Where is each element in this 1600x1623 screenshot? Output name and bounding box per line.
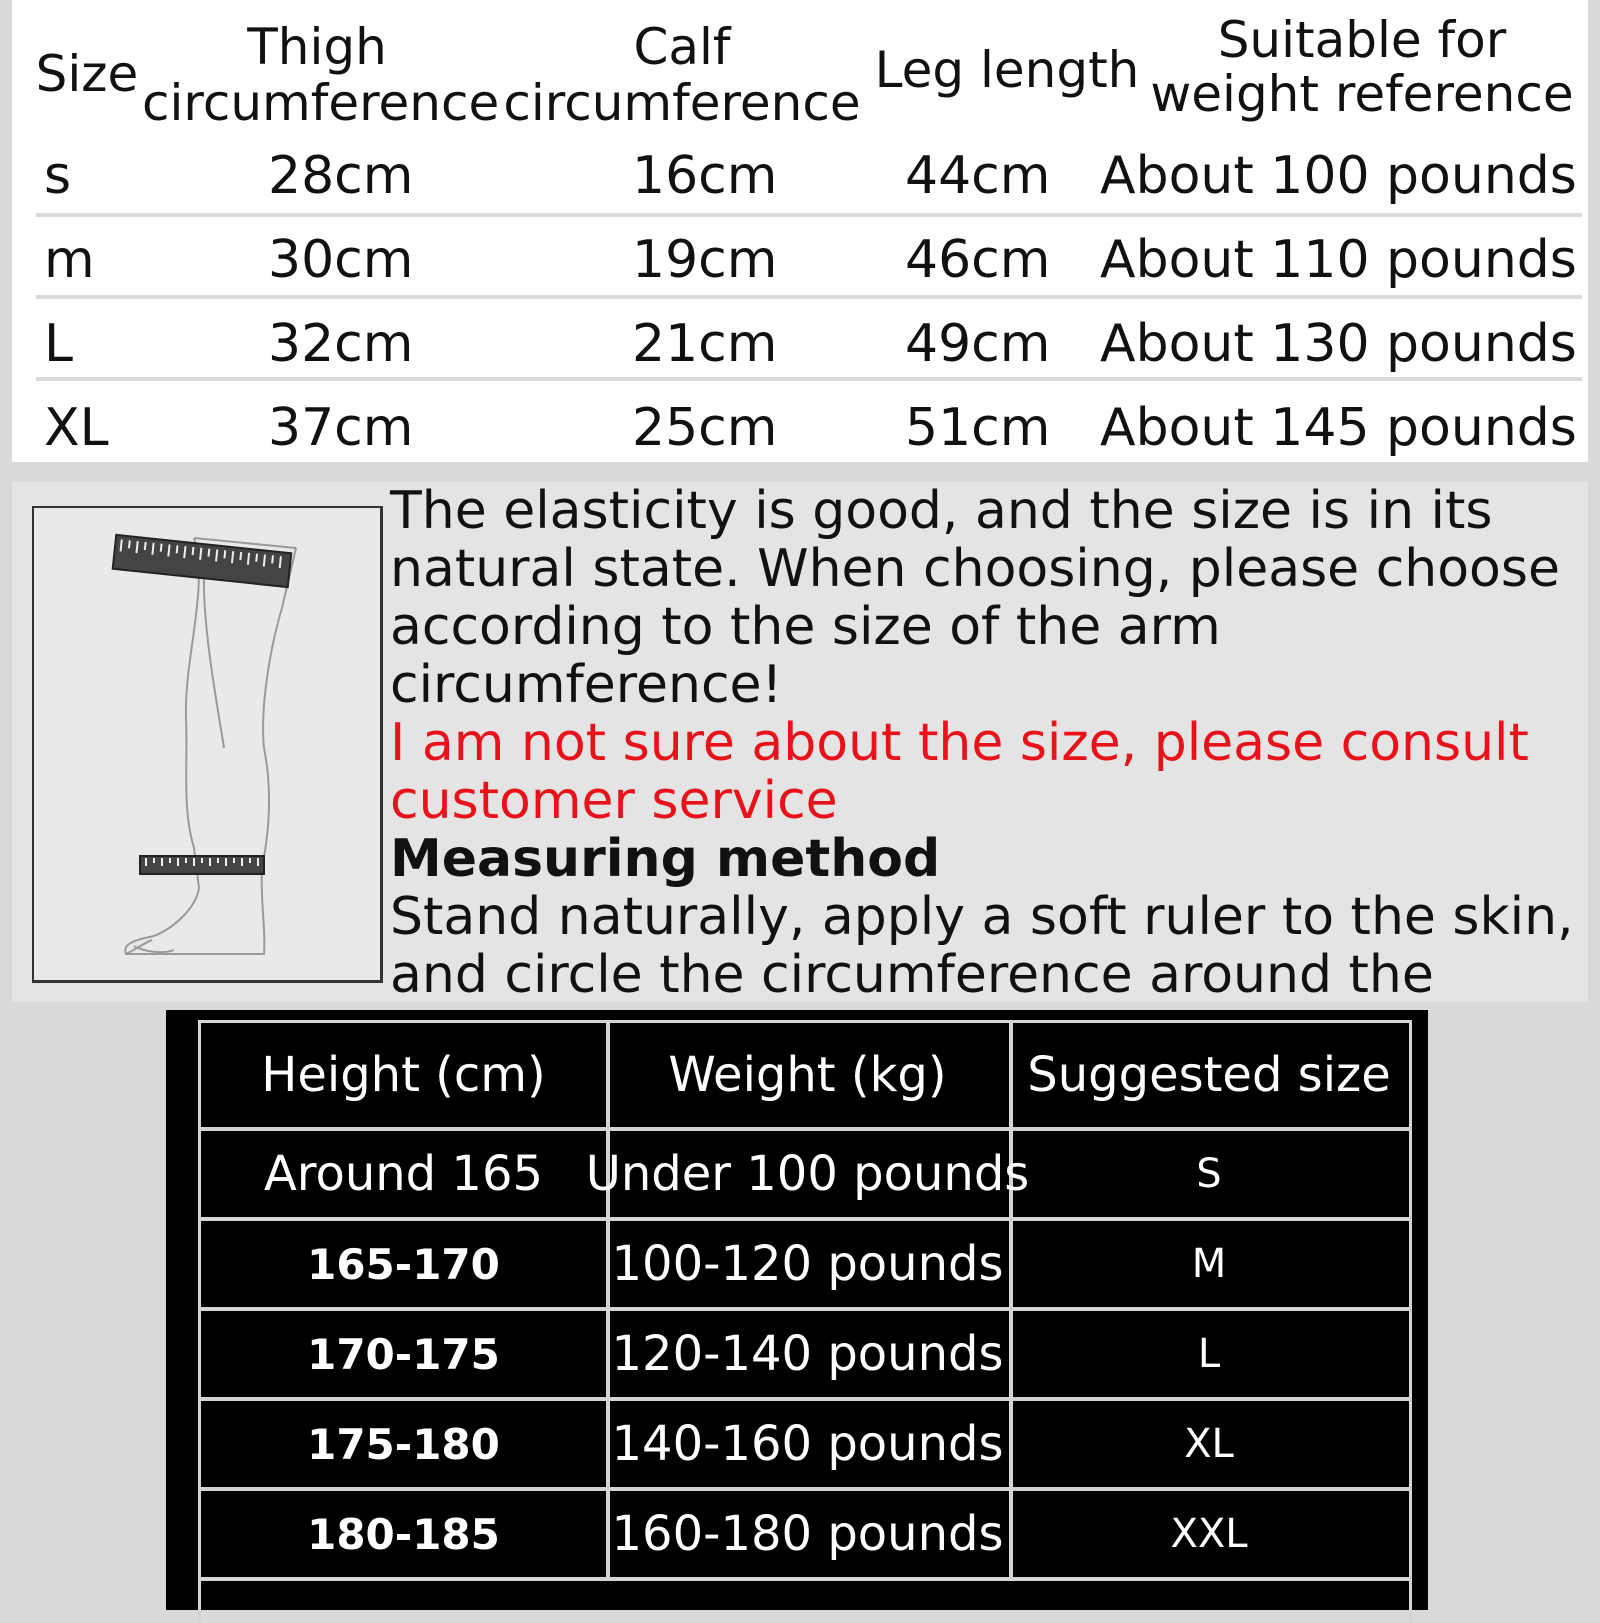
measuring-method-title: Measuring method (390, 829, 941, 889)
table-row (201, 1221, 1409, 1311)
cell-calf: 21cm (632, 314, 778, 374)
cell-suggested-size: XL (1184, 1421, 1234, 1467)
cell-suggested-size: S (1196, 1151, 1222, 1197)
cell-height: 175-180 (201, 1401, 610, 1487)
cell-calf: 16cm (632, 146, 778, 206)
size-warning: I am not sure about the size, please consult customer service (390, 713, 1529, 831)
cell-weight: About 145 pounds (1100, 398, 1577, 458)
cell-size: s (44, 146, 72, 206)
table-row (12, 140, 1588, 220)
cell-weight: 140-160 pounds (606, 1401, 1013, 1487)
cell-leg: 46cm (905, 230, 1051, 290)
header-thigh-line-1: Thigh (247, 18, 387, 76)
cell-suggested-size: M (1191, 1241, 1227, 1287)
cell-thigh: 37cm (268, 398, 414, 458)
header-thigh-line-2: circumference (142, 74, 500, 132)
measuring-method-text: Stand naturally, apply a soft ruler to the skin, and circle the circumference around the (390, 887, 1574, 1005)
cell-weight: About 110 pounds (1100, 230, 1577, 290)
cell-weight: 100-120 pounds (606, 1221, 1013, 1307)
cell-weight: Under 100 pounds (606, 1131, 1013, 1217)
leg-measuring-illustration (32, 506, 383, 983)
cell-thigh: 28cm (268, 146, 414, 206)
size-recommendation-table (166, 1010, 1428, 1610)
header-weight: Weight (kg) (606, 1023, 1013, 1127)
table-row (201, 1491, 1409, 1581)
header-height: Height (cm) (201, 1023, 610, 1127)
row-divider (36, 377, 1582, 381)
cell-thigh: 30cm (268, 230, 414, 290)
header-weight-line-2: weight reference (1150, 65, 1574, 123)
table-row (201, 1131, 1409, 1221)
cell-calf: 25cm (632, 398, 778, 458)
thigh-tape (113, 535, 292, 587)
header-calf-line-2: circumference (503, 74, 861, 132)
cell-weight: About 130 pounds (1100, 314, 1577, 374)
cell-size: L (44, 314, 73, 374)
cell-height: 165-170 (201, 1221, 610, 1307)
header-leg-length: Leg length (874, 41, 1140, 99)
header-thigh-circumference (142, 18, 500, 132)
header-size: Size (35, 45, 139, 103)
cell-size: XL (44, 398, 109, 458)
cell-leg: 49cm (905, 314, 1051, 374)
cell-calf: 19cm (632, 230, 778, 290)
cell-suggested-size: XXL (1170, 1511, 1248, 1557)
table-header-row (201, 1023, 1409, 1131)
header-suggested-size: Suggested size (1027, 1047, 1391, 1103)
cell-weight: 120-140 pounds (606, 1311, 1013, 1397)
ankle-tape (140, 856, 264, 874)
cell-height: 170-175 (201, 1311, 610, 1397)
elasticity-note: The elasticity is good, and the size is in its natural state. When choosing, please choose according to the size of the arm circumference! (390, 481, 1560, 715)
cell-height: 180-185 (201, 1491, 610, 1577)
header-weight-line-1: Suitable for (1217, 11, 1507, 69)
row-divider (36, 213, 1582, 217)
size-table (12, 0, 1588, 462)
cell-weight: 160-180 pounds (606, 1491, 1013, 1577)
table-row (201, 1401, 1409, 1491)
cell-leg: 51cm (905, 398, 1051, 458)
table-row (12, 392, 1588, 472)
cell-weight: About 100 pounds (1100, 146, 1577, 206)
table-row (12, 224, 1588, 304)
header-calf-circumference (502, 19, 862, 131)
table-row (201, 1311, 1409, 1401)
leg-measuring-tape-icon (34, 508, 380, 980)
table-row (12, 308, 1588, 388)
cell-size: m (44, 230, 95, 290)
header-calf-line-1: Calf (633, 18, 731, 76)
header-weight-reference (1137, 13, 1587, 121)
cell-suggested-size: L (1197, 1331, 1221, 1377)
recommendation-grid (198, 1020, 1412, 1623)
cell-leg: 44cm (905, 146, 1051, 206)
measuring-guide (12, 481, 1588, 1005)
cell-thigh: 32cm (268, 314, 414, 374)
description-text (390, 482, 1580, 1062)
row-divider (36, 295, 1582, 299)
cell-height: Around 165 (201, 1131, 610, 1217)
